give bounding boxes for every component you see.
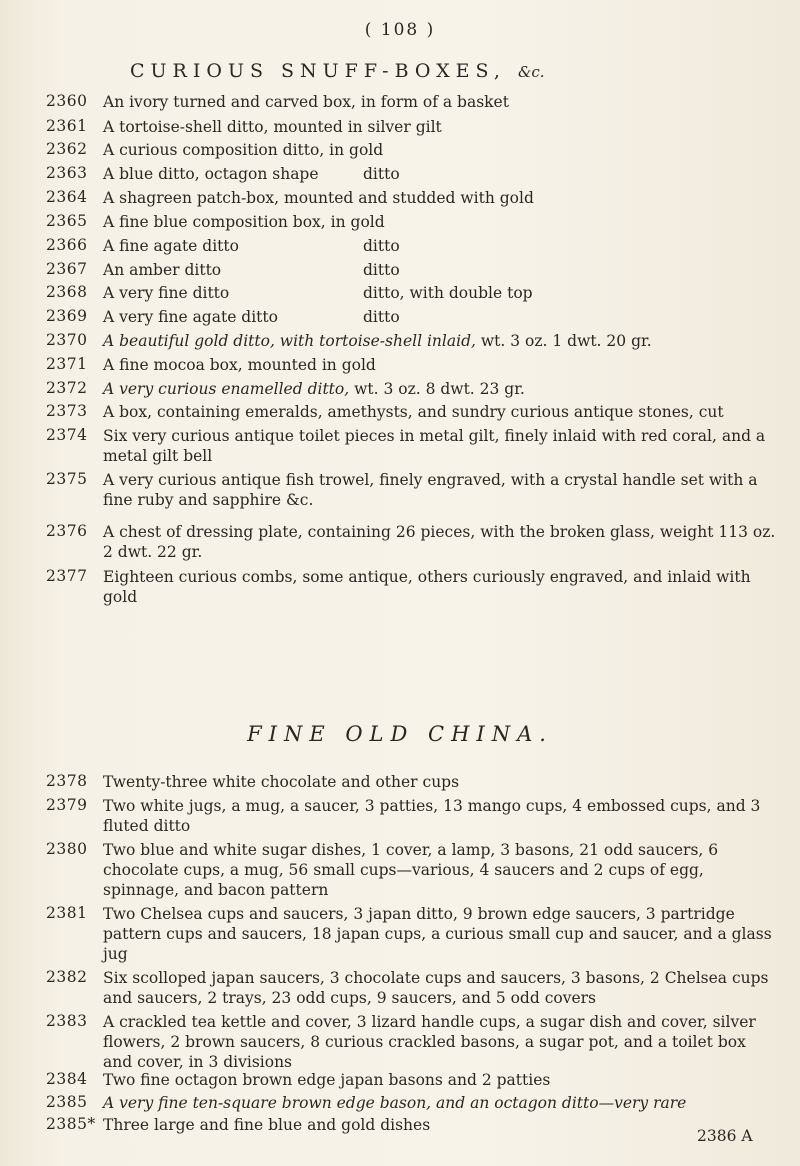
lot-description-text: Eighteen curious combs, some antique, others curiously engraved, and inlaid with gold: [103, 568, 751, 606]
lot-description: [103, 283, 778, 303]
lot-number: 2362: [46, 140, 88, 158]
lot-description-text: Twenty-three white chocolate and other cups: [103, 773, 460, 791]
lot-number: 2375: [46, 470, 88, 488]
heading-etc: &c.: [517, 63, 545, 81]
lot-ditto-column: ditto: [363, 308, 400, 326]
lot-description: [103, 796, 778, 836]
lot-number: 2384: [46, 1070, 88, 1088]
lot-description-text: A curious composition ditto, in gold: [103, 141, 384, 159]
section-title: FINE OLD CHINA.: [247, 722, 553, 746]
lot-description: [103, 307, 778, 327]
lot-number: 2370: [46, 331, 88, 349]
lot-description: [103, 379, 778, 399]
lot-description-text: Two fine octagon brown edge japan basons and 2 patties: [103, 1071, 551, 1089]
lot-number: 2383: [46, 1012, 88, 1030]
lot-description-text: Two blue and white sugar dishes, 1 cover, a lamp, 3 basons, 21 odd saucers, 6 chocolate cups, a mug, 56 small cups—various, 4 saucers and 2 cups of egg, spinnage, and bacon pattern: [103, 841, 719, 899]
lot-description-text: A shagreen patch-box, mounted and studded with gold: [103, 189, 534, 207]
lot-number: 2376: [46, 522, 88, 540]
lot-description: [103, 840, 778, 900]
lot-number: 2378: [46, 772, 88, 790]
lot-description-text: A tortoise-shell ditto, mounted in silver gilt: [103, 118, 442, 136]
lot-description-italic: A very fine ten-square brown edge bason, and an octagon ditto—very rare: [103, 1094, 687, 1112]
lot-description-italic: A very curious enamelled ditto,: [103, 380, 350, 398]
lot-description-text: A chest of dressing plate, containing 26 pieces, with the broken glass, weight 113 oz. 2 dwt. 22 gr.: [103, 523, 776, 561]
lot-description-text: A fine blue composition box, in gold: [103, 213, 385, 231]
lot-number: 2377: [46, 567, 88, 585]
lot-description: [103, 968, 778, 1008]
lot-description-text: A very curious antique fish trowel, finely engraved, with a crystal handle set with a fine ruby and sapphire &c.: [103, 471, 758, 509]
lot-description: [103, 426, 778, 466]
lot-description-text: Three large and fine blue and gold dishes: [103, 1116, 431, 1134]
lot-description: [103, 355, 778, 375]
lot-description: [103, 117, 778, 137]
lot-number: 2368: [46, 283, 88, 301]
lot-description: [103, 772, 778, 792]
lot-description-text: A box, containing emeralds, amethysts, and sundry curious antique stones, cut: [103, 403, 724, 421]
section-heading: [130, 60, 770, 82]
lot-description-text: A blue ditto, octagon shape: [103, 165, 319, 183]
lot-description-text: A crackled tea kettle and cover, 3 lizard handle cups, a sugar dish and cover, silver flowers, 2 brown saucers, 8 curious crackled basons, a sugar pot, and a toilet box and cover, in 3 divisions: [103, 1013, 756, 1071]
lot-number: 2371: [46, 355, 88, 373]
lot-number: 2385: [46, 1093, 88, 1111]
lot-number: 2366: [46, 236, 88, 254]
lot-description: [103, 188, 778, 208]
lot-description-text: A fine agate ditto: [103, 237, 239, 255]
lot-description: [103, 1115, 778, 1135]
lot-number: 2382: [46, 968, 88, 986]
lot-description: [103, 1093, 778, 1113]
lot-number: 2381: [46, 904, 88, 922]
lot-number: 2365: [46, 212, 88, 230]
lot-description: [103, 904, 778, 964]
lot-description: [103, 92, 778, 112]
lot-number: 2374: [46, 426, 88, 444]
lot-description-text: Six very curious antique toilet pieces in metal gilt, finely inlaid with red coral, and a metal gilt bell: [103, 427, 766, 465]
lot-number: 2364: [46, 188, 88, 206]
lot-description: [103, 1070, 778, 1090]
lot-description: [103, 212, 778, 232]
lot-description-text: Two Chelsea cups and saucers, 3 japan ditto, 9 brown edge saucers, 3 partridge pattern cups and saucers, 18 japan cups, a curious small cup and saucer, and a glass jug: [103, 905, 772, 963]
lot-description-text: A fine mocoa box, mounted in gold: [103, 356, 376, 374]
lot-description: [103, 236, 778, 256]
lot-description-text: A very fine ditto: [103, 284, 230, 302]
lot-description-text: wt. 3 oz. 1 dwt. 20 gr.: [475, 332, 652, 350]
lot-description: [103, 567, 778, 607]
lot-number: 2367: [46, 260, 88, 278]
lot-number: 2363: [46, 164, 88, 182]
lot-description-text: wt. 3 oz. 8 dwt. 23 gr.: [349, 380, 525, 398]
lot-description: [103, 331, 778, 351]
lot-number: 2373: [46, 402, 88, 420]
lot-description: [103, 140, 778, 160]
lot-number: 2380: [46, 840, 88, 858]
lot-number: 2385*: [46, 1115, 96, 1133]
lot-ditto-column: ditto: [363, 261, 400, 279]
lot-description: [103, 164, 778, 184]
lot-description-text: A very fine agate ditto: [103, 308, 278, 326]
lot-description-text: An amber ditto: [103, 261, 222, 279]
lot-number: 2379: [46, 796, 88, 814]
lot-number: 2360: [46, 92, 88, 110]
lot-ditto-column: ditto, with double top: [363, 284, 533, 302]
lot-description-text: Two white jugs, a mug, a saucer, 3 patties, 13 mango cups, 4 embossed cups, and 3 fluted ditto: [103, 797, 761, 835]
lot-description: [103, 402, 778, 422]
catchword: 2386 A: [697, 1127, 753, 1145]
lot-number: 2369: [46, 307, 88, 325]
lot-ditto-column: ditto: [363, 237, 400, 255]
lot-description-italic: A beautiful gold ditto, with tortoise-shell inlaid,: [103, 332, 476, 350]
lot-number: 2361: [46, 117, 88, 135]
heading-text: CURIOUS SNUFF-BOXES,: [130, 60, 506, 82]
lot-description: [103, 1012, 778, 1072]
lot-description-text: Six scolloped japan saucers, 3 chocolate cups and saucers, 3 basons, 2 Chelsea cups and saucers, 2 trays, 23 odd cups, 9 saucers, and 5 odd covers: [103, 969, 769, 1007]
lot-description: [103, 260, 778, 280]
lot-description-text: An ivory turned and carved box, in form of a basket: [103, 93, 509, 111]
lot-number: 2372: [46, 379, 88, 397]
lot-description: [103, 522, 778, 562]
lot-ditto-column: ditto: [363, 165, 400, 183]
page-number: ( 108 ): [364, 20, 436, 40]
lot-description: [103, 470, 778, 510]
